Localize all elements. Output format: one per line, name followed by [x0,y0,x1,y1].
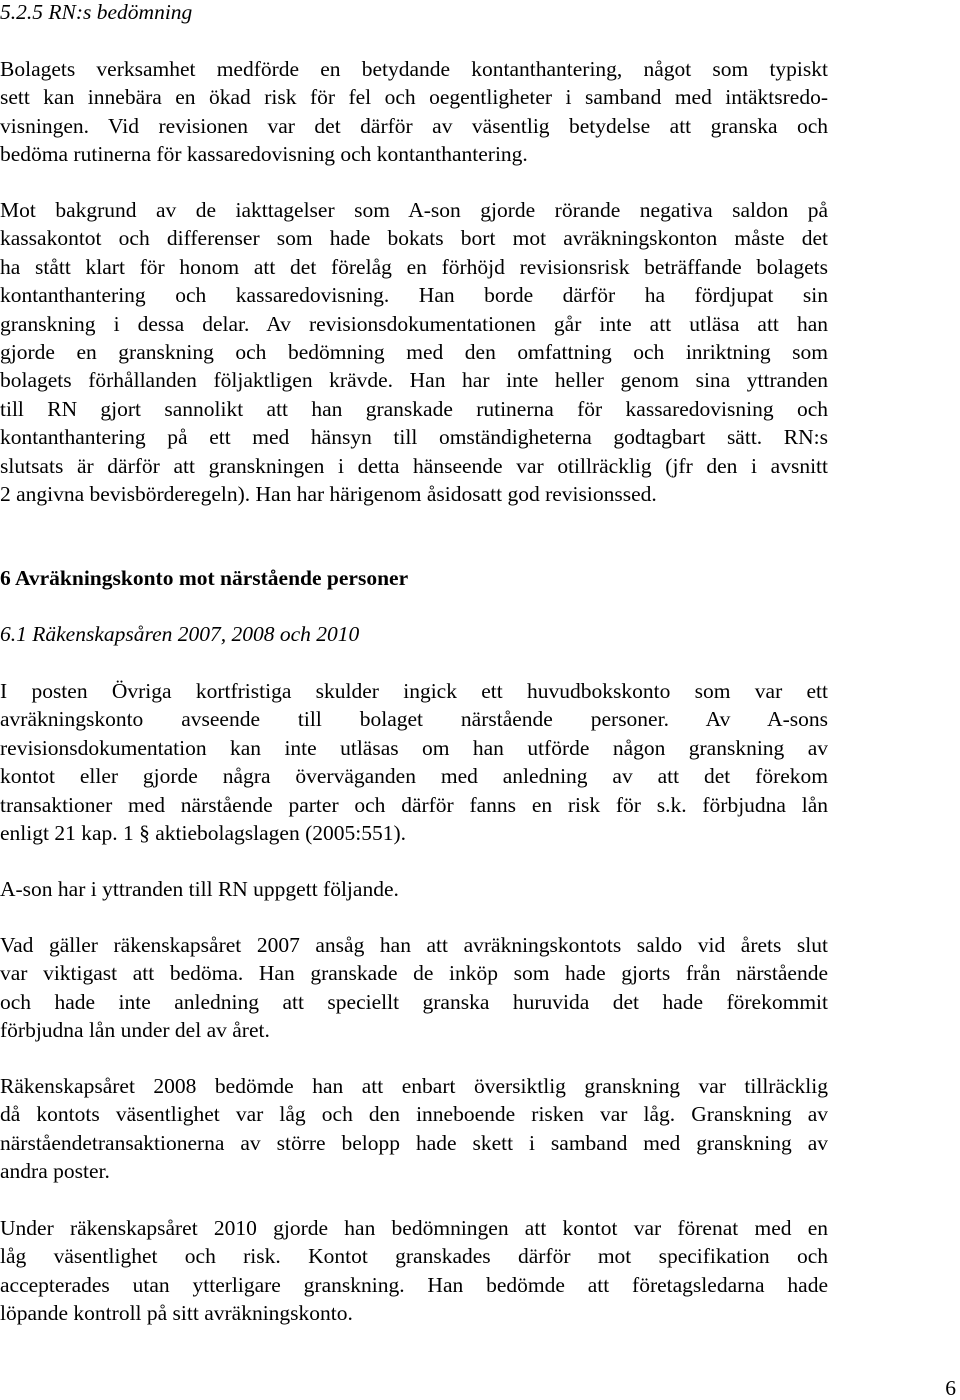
text-line: sett kan innebära en ökad risk för fel och oegentligheter i samband med intäktsredo- [0,85,828,110]
page-number: 6 [945,1376,956,1400]
text-line: löpande kontroll på sitt avräkningskonto. [0,1301,353,1326]
paragraph-rn-assessment [0,196,828,508]
text-line: revisionsdokumentation kan inte utläsas om han utförde någon granskning av [0,735,828,760]
text-line: då kontots väsentlighet var låg och den inneboende risken var låg. Granskning av [0,1102,828,1127]
text-line: avräkningskonto avseende till bolaget närstående personer. Av A-sons [0,707,828,732]
text-line: I posten Övriga kortfristiga skulder ingick ett huvudbokskonto som var ett [0,679,828,703]
section-heading-6-1: 6.1 Räkenskapsåren 2007, 2008 och 2010 [0,622,360,646]
text-line: 2 angivna bevisbörderegeln). Han har härigenom åsidosatt god revisionssed. [0,482,657,507]
text-line: enligt 21 kap. 1 § aktiebolagslagen (2005:551). [0,821,407,846]
text-line: kontanthantering och kassaredovisning. Han borde därför ha fördjupat sin [0,283,828,308]
text-line: och hade inte anledning att speciellt granska huruvida det hade förekommit [0,989,828,1014]
text-line: granskning i dessa delar. Av revisionsdokumentationen går inte att utläsa att han [0,311,828,336]
section-heading-6: 6 Avräkningskonto mot närstående personer [0,566,409,590]
text-line: kontot eller gjorde några överväganden med anledning av att det förekom [0,764,828,789]
paragraph-statement-intro [0,875,828,903]
text-line: till RN gjort sannolikt att han granskade rutinerna för kassaredovisning och [0,396,828,421]
text-line: visningen. Vid revisionen var det därför av väsentlig betydelse att granska och [0,113,828,138]
paragraph-year-2010 [0,1214,828,1328]
text-line: Vad gäller räkenskapsåret 2007 ansåg han att avräkningskontots saldo vid årets slut [0,933,828,957]
text-line: närståendetransaktionerna av större belopp hade skett i samband med granskning av [0,1130,828,1155]
text-line: bedöma rutinerna för kassaredovisning och kontanthantering. [0,142,528,167]
text-line: kontanthantering på ett med hänsyn till omständigheterna godtagbart sätt. RN:s [0,425,828,450]
text-line: låg väsentlighet och risk. Kontot granskades därför mot specifikation och [0,1244,828,1269]
text-line: gjorde en granskning och bedömning med den omfattning och inriktning som [0,340,828,365]
text-line: var viktigast att bedöma. Han granskade de inköp som hade gjorts från närstående [0,961,828,986]
paragraph-related-party-account [0,677,828,847]
text-line: ha stått klart för honom att det förelåg en förhöjd revisionsrisk beträffande bolagets [0,254,828,279]
section-heading-5-2-5: 5.2.5 RN:s bedömning [0,0,193,24]
text-line: Under räkenskapsåret 2010 gjorde han bedömningen att kontot var förenat med en [0,1216,828,1240]
text-line: förbjudna lån under del av året. [0,1018,270,1043]
text-line: Räkenskapsåret 2008 bedömde han att enbart översiktlig granskning var tillräcklig [0,1074,828,1098]
text-line: accepterades utan ytterligare granskning. Han bedömde att företagsledarna hade [0,1272,828,1297]
paragraph-cash-handling [0,55,828,169]
text-line: Bolagets verksamhet medförde en betydande kontanthantering, något som typiskt [0,57,828,81]
text-line: andra poster. [0,1159,110,1184]
text-line: transaktioner med närstående parter och därför fanns en risk för s.k. förbjudna lån [0,792,828,817]
text-line: kassakontot och differenser som hade bokats bort mot avräkningskonton måste det [0,226,828,251]
paragraph-year-2007 [0,931,828,1045]
text-line: Mot bakgrund av de iakttagelser som A-son gjorde rörande negativa saldon på [0,198,828,222]
paragraph-year-2008 [0,1072,828,1186]
text-line: slutsats är därför att granskningen i detta hänseende var otillräcklig (jfr den i avsnitt [0,453,828,478]
text-line: A-son har i yttranden till RN uppgett följande. [0,877,399,901]
text-line: bolagets förhållanden följaktligen krävde. Han har inte heller genom sina yttranden [0,368,828,393]
